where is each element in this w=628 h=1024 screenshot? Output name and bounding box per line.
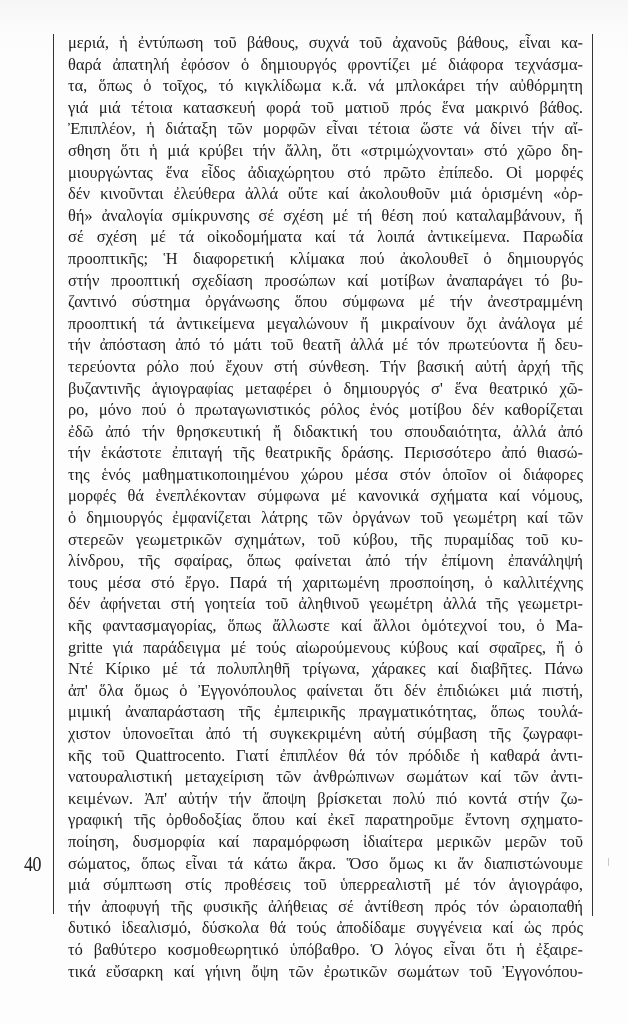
text-line: σθηση ὅτι ἡ μιά κρύβει τήν ἄλλη, ὅτι «στριμώχνονται» στό χῶρο δη- [68, 140, 583, 160]
text-line: τους μέσα στό ἔργο. Παρά τή χαριτωμένη προσποίηση, ὁ καλλιτέχνης [68, 572, 583, 592]
text-line: γραφική τῆς ὀρθοδοξίας ὅπου καί ἐκεῖ παρατηροῦμε ἔντονη σχηματο- [68, 810, 583, 830]
text-line: ζαντινό σύστημα ὀργάνωσης ὅπου σύμφωνα μέ τήν ἀνεστραμμένη [68, 292, 583, 312]
text-line: θαρά ἀπατηλή ἐφόσον ὁ δημιουργός φροντίζει μέ διάφορα τεχνάσμα- [68, 54, 583, 74]
text-line: της ἑνός μαθηματικοποιημένου χώρου μέσα στόν ὁποῖον οἱ διάφορες [68, 464, 583, 484]
scan-artifact [608, 858, 609, 866]
text-line: μεριά, ἡ ἐντύπωση τοῦ βάθους, συχνά τοῦ ἀχανοῦς βάθους, εἶναι κα- [68, 33, 583, 52]
text-line: νατουραλιστική μεταχείριση τῶν ἀνθρώπινων σωμάτων καί τῶν ἀντι- [68, 767, 583, 787]
text-line: τα, ὅπως ὁ τοῖχος, τό κιγκλίδωμα κ.ἄ. νά μπλοκάρει τήν αὐθόρμητη [68, 76, 583, 96]
text-line: ἐδῶ ἀπό τήν θρησκευτική ἤ διδακτική του σπουδαιότητα, ἀλλά ἀπό [68, 421, 583, 441]
text-line: ὁ δημιουργός ἐμφανίζεται λάτρης τῶν ὀργάνων τοῦ γεωμέτρη καί τῶν [68, 508, 583, 528]
text-line: μιμική ἀναπαράσταση τῆς ἐμπειρικῆς πραγματικότητας, ὅπως τουλά- [68, 702, 583, 722]
text-line: τήν ἀπόσταση ἀπό τό μάτι τοῦ θεατῆ ἀλλά μέ τόν πρωτεύοντα ἤ δευ- [68, 335, 583, 355]
text-line: στήν προοπτική σχεδίαση προσώπων καί μοτίβων ἀναπαράγει τό βυ- [68, 270, 583, 290]
text-line: τό βαθύτερο κοσμοθεωρητικό ὑπόβαθρο. Ὁ λόγος εἶναι ὅτι ἡ ἐξαιρε- [68, 939, 583, 959]
text-line: στερεῶν γεωμετρικῶν σχημάτων, τοῦ κύβου, τῆς πυραμίδας τοῦ κυ- [68, 529, 583, 549]
text-line: δυτικό ἰδεαλισμό, δύσκολα θά τούς ἀποδίδαμε συγγένεια καί ὡς πρός [68, 918, 583, 938]
text-line: γιά μιά τέτοια κατασκευή φορά τοῦ ματιοῦ πρός ἕνα μακρινό βάθος. [68, 97, 583, 117]
text-line: τερεύοντα ρόλο πού ἔχουν στή σύνθεση. Τήν βασική αὐτή ἀρχή τῆς [68, 356, 583, 376]
page-number: 40 [24, 852, 41, 876]
text-line: κειμένων. Ἀπ' αὐτήν τήν ἄποψη βρίσκεται πολύ πιό κοντά στήν ζω- [68, 788, 583, 808]
text-line: λίνδρου, τῆς σφαίρας, ὅπως φαίνεται ἀπό τήν ἐπίμονη ἐπανάληψή [68, 551, 583, 571]
text-line: gritte γιά παράδειγμα μέ τούς αἰωρούμενους κύβους καί σφαῖρες, ἤ ὁ [68, 637, 583, 657]
text-line: τήν ἀποφυγή τῆς φυσικῆς ἀλήθειας σέ ἀντίθεση πρός τόν ὡραιοπαθή [68, 896, 583, 916]
text-line: μιουργώντας ἕνα εἶδος ἀδιαχώρητου στό πρῶτο ἐπίπεδο. Οἱ μορφές [68, 162, 583, 182]
right-margin-rule [592, 34, 593, 916]
text-line: κῆς φαντασμαγορίας, ὅπως ἄλλωστε καί ἄλλοι ὁμότεχνοί του, ὁ Ma- [68, 616, 583, 636]
text-line: θή» ἀναλογία σμίκρυνσης σέ σχέση μέ τή θέση πού καταλαμβάνουν, ἤ [68, 205, 583, 225]
text-line: Ἐπιπλέον, ἡ διάταξη τῶν μορφῶν εἶναι τέτοια ὥστε νά δίνει τήν αἴ- [68, 119, 583, 139]
text-line: δέν ἀφήνεται στή γοητεία τοῦ ἀληθινοῦ γεωμέτρη ἀλλά τῆς γεωμετρι- [68, 594, 583, 614]
text-line: τικά εὔσαρκη καί γήινη ὄψη τῶν ἐρωτικῶν σωμάτων τοῦ Ἐγγονόπου- [68, 961, 583, 981]
body-text [68, 32, 583, 982]
text-line: σέ σχέση μέ τά οἰκοδομήματα καί τά λοιπά ἀντικείμενα. Παρωδία [68, 227, 583, 247]
text-line: ποίηση, δυσμορφία καί παραμόρφωση ἰδιαίτερα μερικῶν μερῶν τοῦ [68, 831, 583, 851]
left-margin-rule [53, 34, 54, 914]
text-line: ρο, μόνο πού ὁ πρωταγωνιστικός ρόλος ἑνός μοτίβου δέν καθορίζεται [68, 400, 583, 420]
text-line: προοπτικῆς; Ἡ διαφορετική κλίμακα πού ἀκολουθεῖ ὁ δημιουργός [68, 248, 583, 268]
text-line: Ντέ Κίρικο μέ τά πολυπληθῆ τρίγωνα, χάρακες καί διαβῆτες. Πάνω [68, 659, 583, 679]
text-line: σώματος, ὅπως εἶναι τά κάτω ἄκρα. Ὅσο ὅμως κι ἄν διαπιστώνουμε [68, 853, 583, 873]
text-line: μιά σύμπτωση στίς προθέσεις τοῦ ὑπερρεαλιστῆ μέ τόν ἁγιογράφο, [68, 875, 583, 895]
text-line: βυζαντινῆς ἁγιογραφίας μεταφέρει ὁ δημιουργός σ' ἕνα θεατρικό χῶ- [68, 378, 583, 398]
text-line: προοπτική τά ἀντικείμενα μεγαλώνουν ἤ μικραίνουν ὄχι ἀνάλογα μέ [68, 313, 583, 333]
text-line: τήν ἑκάστοτε ἐπιταγή τῆς θεατρικῆς δράσης. Περισσότερο ἀπό θιασώ- [68, 443, 583, 463]
text-line: δέν κινοῦνται ἐλεύθερα ἀλλά οὔτε καί ἀκολουθοῦν μιά ὁρισμένη «ὀρ- [68, 184, 583, 204]
text-line: κῆς τοῦ Quattrocento. Γιατί ἐπιπλέον θά τόν πρόδιδε ἡ καθαρά ἀντι- [68, 745, 583, 765]
text-line: χιστον ὑπονοεῖται ἀπό τή συγκεκριμένη αὐτή σύμβαση τῆς ζωγραφι- [68, 724, 583, 743]
text-line: μορφές θά ἐνεπλέκονταν σύμφωνα μέ κανονικά σχήματα καί νόμους, [68, 486, 583, 506]
text-line: ἀπ' ὅλα ὅμως ὁ Ἐγγονόπουλος φαίνεται ὅτι δέν ἐπιδιώκει μιά πιστή, [68, 680, 583, 700]
